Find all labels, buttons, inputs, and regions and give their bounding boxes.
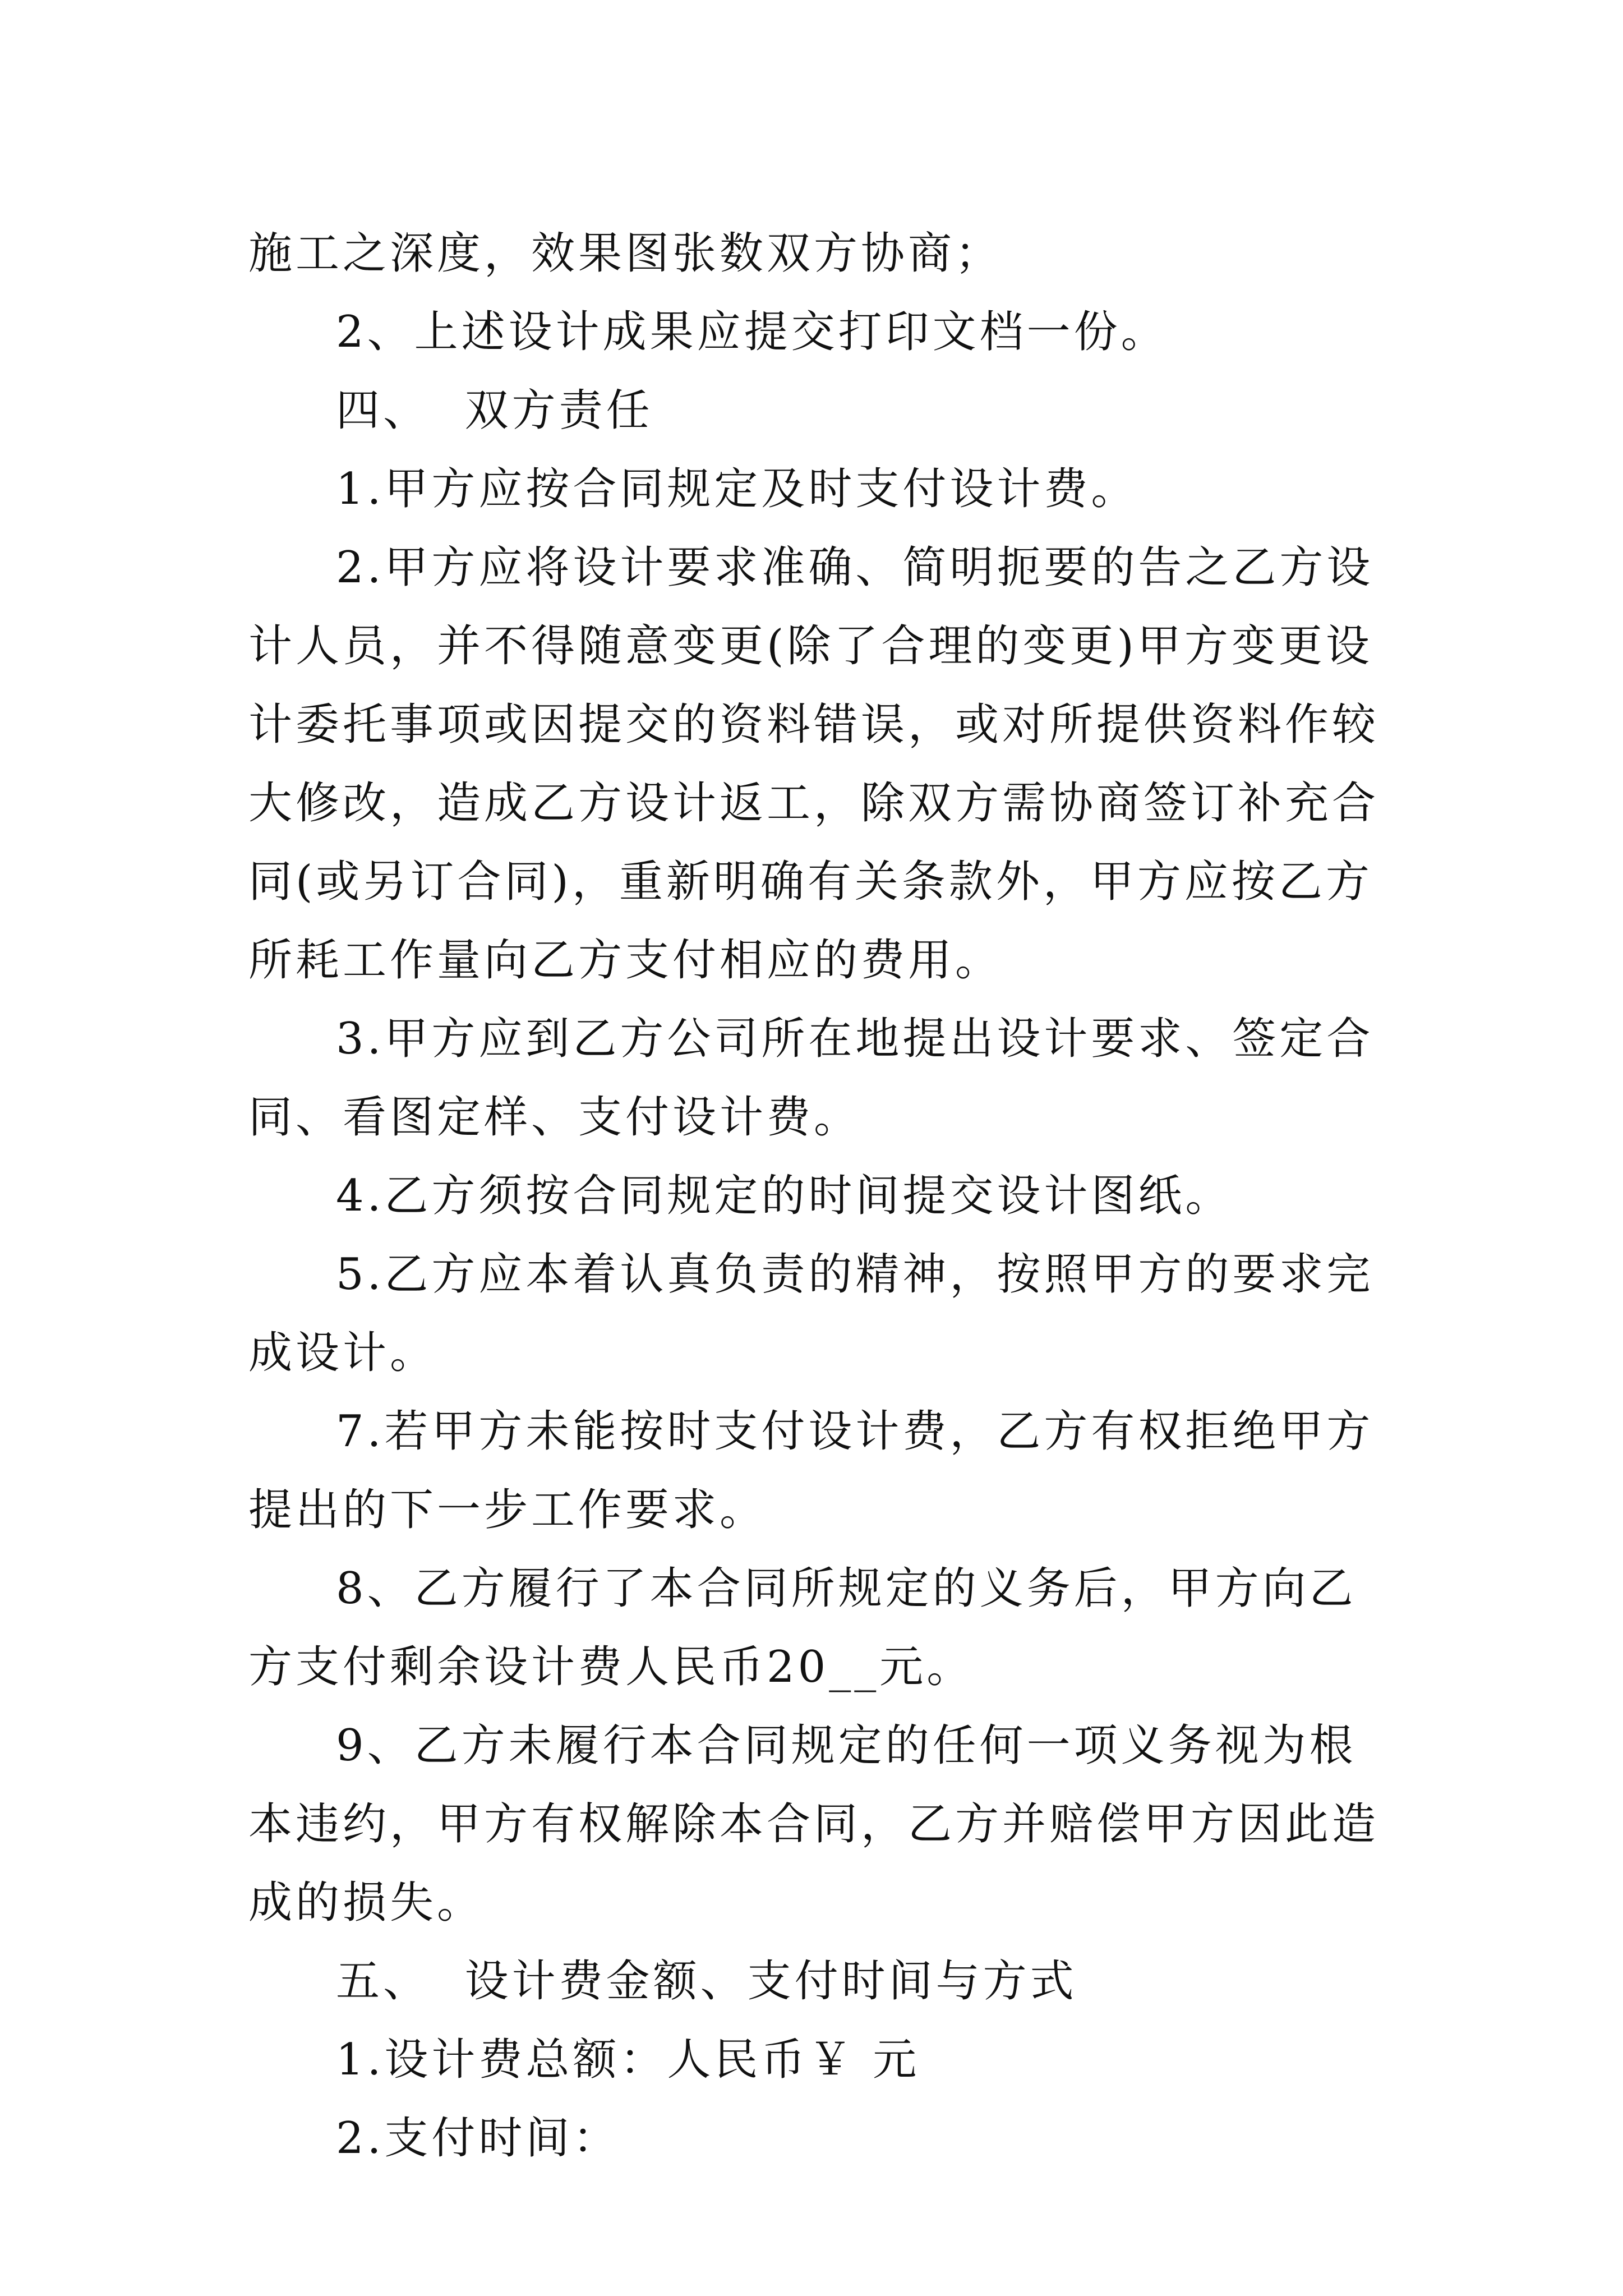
section-heading-fees: 五、 设计费金额、支付时间与方式 [336, 1956, 1077, 2007]
paragraph-duty-3: 3.甲方应到乙方公司所在地提出设计要求、签定合同、看图定样、支付设计费。 [248, 1014, 1374, 1143]
paragraph-duty-5: 5.乙方应本着认真负责的精神，按照甲方的要求完成设计。 [248, 1249, 1374, 1378]
section-heading-responsibilities: 四、 双方责任 [336, 385, 653, 436]
paragraph-payment-time: 2.支付时间： [336, 2113, 620, 2164]
paragraph-item-2-output: 2、上述设计成果应提交打印文档一份。 [336, 307, 1168, 357]
paragraph-duty-4: 4.乙方须按合同规定的时间提交设计图纸。 [336, 1171, 1233, 1221]
paragraph-duty-1: 1.甲方应按合同规定及时支付设计费。 [336, 464, 1138, 514]
document-body [248, 214, 1393, 2178]
paragraph-fee-total: 1.设计费总额：人民币￥ 元 [336, 2035, 920, 2085]
paragraph-continuation: 施工之深度，效果图张数双方协商； [248, 228, 1003, 279]
paragraph-duty-9: 9、乙方未履行本合同规定的任何一项义务视为根本违约，甲方有权解除本合同，乙方并赔偿甲方因此造成的损失。 [248, 1720, 1380, 1928]
paragraph-duty-7: 7.若甲方未能按时支付设计费，乙方有权拒绝甲方提出的下一步工作要求。 [248, 1406, 1374, 1535]
paragraph-duty-2: 2.甲方应将设计要求准确、简明扼要的告之乙方设计人员，并不得随意变更(除了合理的变更)甲方变更设计委托事项或因提交的资料错误，或对所提供资料作较大修改，造成乙方设计返工，除双方需协商签订补充合同(或另订合同)，重新明确有关条款外，甲方应按乙方所耗工作量向乙方支付相应的费用。 [248, 542, 1380, 986]
paragraph-duty-8: 8、乙方履行了本合同所规定的义务后，甲方向乙方支付剩余设计费人民币20__元。 [248, 1563, 1357, 1692]
